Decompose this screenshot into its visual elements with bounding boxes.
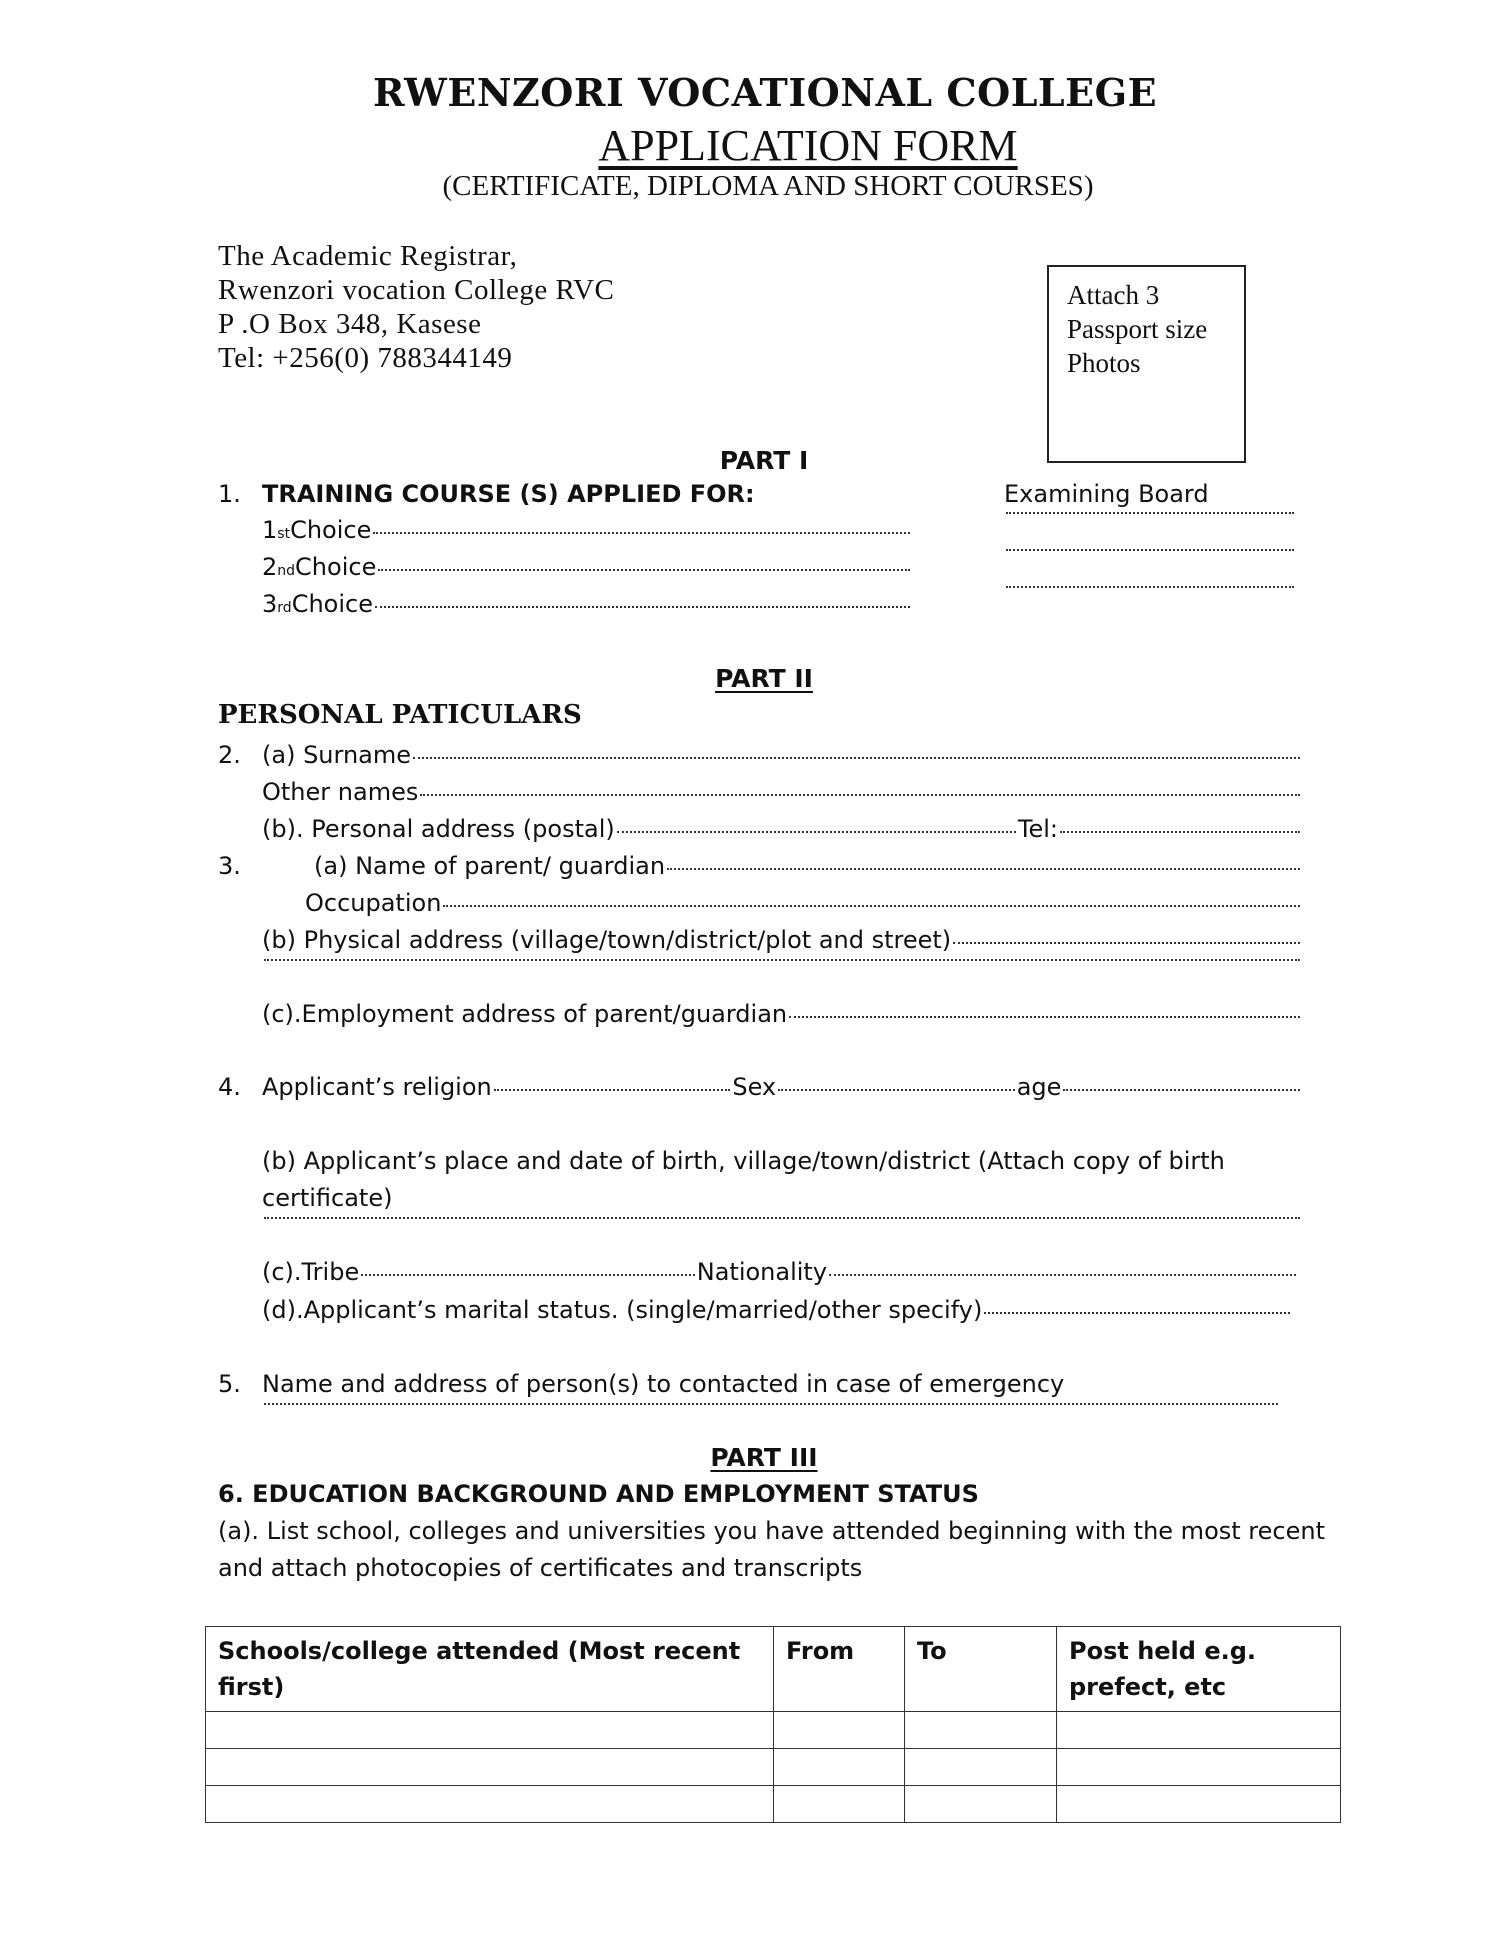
- item-number: 5.: [218, 1370, 241, 1398]
- field-label: (d).Applicant’s marital status. (single/married/other specify): [262, 1296, 983, 1324]
- choice-label: Choice: [291, 590, 373, 618]
- birth-place-field[interactable]: [262, 1221, 1302, 1223]
- choice-num: 1: [262, 516, 278, 544]
- address-line: P .O Box 348, Kasese: [218, 308, 482, 340]
- address-line: Rwenzori vocation College RVC: [218, 274, 615, 306]
- fill-line[interactable]: [264, 1403, 1278, 1405]
- field-label: Sex: [732, 1073, 777, 1101]
- photo-box-line: Photos: [1067, 348, 1141, 378]
- fill-line[interactable]: [984, 1312, 1290, 1314]
- courses-subtitle: (CERTIFICATE, DIPLOMA AND SHORT COURSES): [442, 170, 1094, 202]
- fill-line[interactable]: [1063, 1089, 1300, 1091]
- examining-board-label: Examining Board: [1004, 480, 1209, 508]
- choice-sup: st: [277, 526, 291, 542]
- personal-particulars-heading: PERSONAL PATICULARS: [218, 700, 582, 730]
- table-cell[interactable]: [206, 1786, 774, 1823]
- fill-line[interactable]: [778, 1089, 1015, 1091]
- field-label: (c).Tribe: [262, 1258, 360, 1286]
- education-instructions: (a). List school, colleges and universities you have attended beginning with the most recent: [218, 1517, 1325, 1545]
- table-row: [206, 1749, 1341, 1786]
- fill-line[interactable]: [264, 1217, 1300, 1219]
- other-names-field[interactable]: [262, 778, 1302, 806]
- birth-place-label-cont: certificate): [262, 1184, 393, 1212]
- field-label: (b). Personal address (postal): [262, 815, 615, 843]
- part-1-title: PART I: [719, 446, 809, 475]
- postal-address-field[interactable]: [262, 815, 1302, 843]
- physical-address-field[interactable]: [262, 926, 1302, 954]
- table-cell[interactable]: [1057, 1749, 1341, 1786]
- board-2-field[interactable]: [1004, 553, 1296, 555]
- physical-address-continued[interactable]: [262, 963, 1302, 965]
- table-cell[interactable]: [1057, 1786, 1341, 1823]
- fill-line[interactable]: [361, 1274, 695, 1276]
- part-2-title-text: PART II: [715, 664, 813, 693]
- choice-label: Choice: [290, 516, 372, 544]
- header-to: To: [905, 1627, 1057, 1712]
- choice-num: 2: [262, 553, 278, 581]
- fill-line[interactable]: [617, 831, 1016, 833]
- education-instructions-cont: and attach photocopies of certificates and transcripts: [218, 1554, 863, 1582]
- table-cell[interactable]: [206, 1712, 774, 1749]
- surname-field[interactable]: [262, 741, 1302, 769]
- college-name: RWENZORI VOCATIONAL COLLEGE: [372, 70, 1158, 115]
- table-cell[interactable]: [905, 1786, 1057, 1823]
- header-post: Post held e.g. prefect, etc: [1057, 1627, 1341, 1712]
- form-title-text: APPLICATION FORM: [598, 121, 1018, 170]
- table-cell[interactable]: [206, 1749, 774, 1786]
- form-title: [0, 120, 1500, 171]
- item-number: 4.: [218, 1073, 241, 1101]
- address-line: The Academic Registrar,: [218, 240, 518, 272]
- choice-3-field[interactable]: [262, 590, 912, 618]
- field-label: (a) Name of parent/ guardian: [314, 852, 666, 880]
- choice-1-field[interactable]: [262, 516, 912, 544]
- photo-box-line: Passport size: [1067, 314, 1208, 344]
- board-3-field[interactable]: [1004, 590, 1296, 592]
- table-header-row: [206, 1627, 1341, 1712]
- item-number: 1.: [218, 480, 241, 508]
- education-table: [205, 1626, 1341, 1823]
- field-label: Other names: [262, 778, 419, 806]
- board-1-field[interactable]: [1004, 516, 1296, 518]
- emergency-contact-label: Name and address of person(s) to contacted in case of emergency: [262, 1370, 1065, 1398]
- table-cell[interactable]: [1057, 1712, 1341, 1749]
- choice-2-field[interactable]: [262, 553, 912, 581]
- item-number: 3.: [218, 852, 241, 880]
- passport-photo-box[interactable]: [1047, 265, 1246, 463]
- fill-line[interactable]: [1006, 586, 1294, 588]
- fill-line[interactable]: [1006, 512, 1294, 514]
- fill-line[interactable]: [413, 757, 1300, 759]
- table-row: [206, 1786, 1341, 1823]
- emergency-contact-field[interactable]: [262, 1407, 1280, 1409]
- field-label: Occupation: [305, 889, 442, 917]
- occupation-field[interactable]: [305, 889, 1302, 917]
- field-label: age: [1016, 1073, 1062, 1101]
- fill-line[interactable]: [264, 959, 1300, 961]
- training-course-heading: TRAINING COURSE (S) APPLIED FOR:: [262, 480, 755, 508]
- table-cell[interactable]: [774, 1749, 905, 1786]
- fill-line[interactable]: [829, 1274, 1296, 1276]
- employment-address-field[interactable]: [262, 1000, 1302, 1028]
- field-label: (b) Physical address (village/town/district/plot and street): [262, 926, 952, 954]
- part-2-title: [0, 664, 1500, 693]
- fill-line[interactable]: [953, 942, 1300, 944]
- fill-line[interactable]: [1060, 831, 1300, 833]
- table-cell[interactable]: [774, 1786, 905, 1823]
- fill-line[interactable]: [443, 905, 1300, 907]
- field-label: (a) Surname: [262, 741, 412, 769]
- header-from: From: [774, 1627, 905, 1712]
- choice-sup: nd: [277, 563, 296, 579]
- fill-line[interactable]: [1006, 549, 1294, 551]
- fill-line[interactable]: [375, 606, 910, 608]
- marital-status-field[interactable]: [262, 1296, 1292, 1324]
- tribe-nationality-field[interactable]: [262, 1258, 1298, 1286]
- field-label: (c).Employment address of parent/guardian: [262, 1000, 788, 1028]
- education-heading: 6. EDUCATION BACKGROUND AND EMPLOYMENT STATUS: [218, 1480, 979, 1508]
- part-3-title: [0, 1443, 1500, 1472]
- choice-sup: rd: [277, 600, 292, 616]
- birth-place-label: (b) Applicant’s place and date of birth, village/town/district (Attach copy of birth: [262, 1147, 1225, 1175]
- fill-line[interactable]: [373, 532, 910, 534]
- fill-line[interactable]: [378, 569, 910, 571]
- parent-name-field[interactable]: [314, 852, 1302, 880]
- choice-label: Choice: [295, 553, 377, 581]
- fill-line[interactable]: [789, 1016, 1300, 1018]
- field-label: Nationality: [696, 1258, 828, 1286]
- item-number: 2.: [218, 741, 241, 769]
- fill-line[interactable]: [420, 794, 1300, 796]
- religion-sex-age-field[interactable]: [262, 1073, 1302, 1101]
- photo-box-line: Attach 3: [1067, 280, 1160, 310]
- field-label: Tel:: [1017, 815, 1058, 843]
- table-cell[interactable]: [774, 1712, 905, 1749]
- part-3-title-text: PART III: [710, 1443, 818, 1472]
- field-label: Applicant’s religion: [262, 1073, 492, 1101]
- table-cell[interactable]: [905, 1712, 1057, 1749]
- table-cell[interactable]: [905, 1749, 1057, 1786]
- fill-line[interactable]: [667, 868, 1300, 870]
- choice-num: 3: [262, 590, 278, 618]
- fill-line[interactable]: [494, 1089, 731, 1091]
- address-line: Tel: +256(0) 788344149: [218, 342, 513, 374]
- table-row: [206, 1712, 1341, 1749]
- header-school: Schools/college attended (Most recent first): [206, 1627, 774, 1712]
